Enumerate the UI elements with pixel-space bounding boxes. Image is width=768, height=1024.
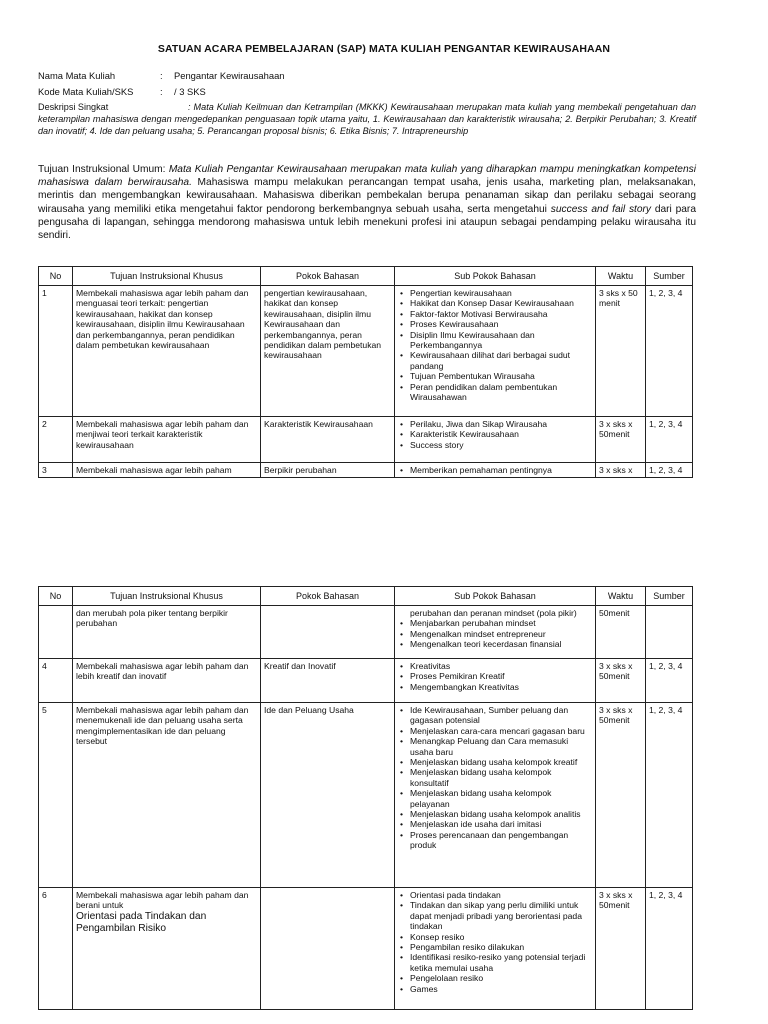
row-tik-text: Membekali mahasiswa agar lebih paham dan berani untuk — [76, 890, 249, 911]
colon: : — [160, 86, 163, 97]
course-code-label: Kode Mata Kuliah/SKS — [38, 86, 134, 97]
list-item: • Menjelaskan ide usaha dari imitasi — [398, 819, 592, 829]
row-sumber — [646, 606, 693, 659]
list-item: • Perilaku, Jiwa dan Sikap Wirausaha — [398, 419, 592, 429]
course-code-value: / 3 SKS — [174, 86, 206, 97]
row-waktu: 3 x sks x 50menit — [596, 888, 646, 1010]
row-no — [39, 606, 73, 659]
row-tik: dan merubah pola piker tentang berpikir perubahan — [73, 606, 261, 659]
colon: : — [160, 70, 163, 81]
list-item: • Identifikasi resiko-resiko yang potensial terjadi ketika memulai usaha — [398, 952, 592, 973]
table-row — [39, 659, 693, 703]
table-row — [39, 606, 693, 659]
description-text: : Mata Kuliah Keilmuan dan Ketrampilan (MKKK) Kewirausahaan merupakan mata kuliah yang membekali pengetahuan dan keterampilan mahasiswa dengan mengedepankan penguasaan topik utama yaitu, 1. Kewirausahaan dan karakteristik wirausaha; 2. Berpikir Perubahan; 3. Kreatif dan inovatif; 4. Ide dan peluang usaha; 5. Perancangan proposal bisnis; 6. Etika Bisnis; 7. Intrapreneurship — [38, 102, 696, 136]
header-tik: Tujuan Instruksional Khusus — [73, 587, 261, 606]
general-objective-text: Mahasiswa mampu melakukan perancangan tempat usaha, jenis usaha, marketing plan, melaksanakan, merintis dan mengembangkan kewirausahaan. Mahasiswa diberikan pembekalan berupa penanaman sikap dan perilaku sebagai seorang wirausaha yang memiliki etika mengetahui faktor pendorong berkembangnya sebuah usaha, serta mengetahui — [38, 177, 697, 215]
row-sub — [395, 659, 596, 703]
list-item: • Mengenalkan mindset entrepreneur — [398, 629, 592, 639]
header-no: No — [39, 587, 73, 606]
row-waktu: 3 sks x 50 menit — [596, 286, 646, 417]
sap-table-page-1 — [38, 266, 693, 478]
row-no: 1 — [39, 286, 73, 417]
list-item: • Konsep resiko — [398, 932, 592, 942]
row-waktu: 3 x sks x — [596, 463, 646, 478]
row-sumber: 1, 2, 3, 4 — [646, 286, 693, 417]
header-sub-pokok: Sub Pokok Bahasan — [395, 587, 596, 606]
course-name-label: Nama Mata Kuliah — [38, 70, 116, 81]
row-waktu: 3 x sks x 50menit — [596, 703, 646, 888]
success-fail-story: success and fail story — [550, 203, 652, 215]
row-pokok — [261, 606, 395, 659]
row-sumber: 1, 2, 3, 4 — [646, 463, 693, 478]
table-row — [39, 463, 693, 478]
row-tik — [73, 888, 261, 1010]
list-item: • Proses perencanaan dan pengembangan produk — [398, 830, 592, 851]
list-item: • Menjelaskan bidang usaha kelompok kreatif — [398, 757, 592, 767]
row-no: 4 — [39, 659, 73, 703]
short-description — [38, 101, 696, 137]
list-item: • Hakikat dan Konsep Dasar Kewirausahaan — [398, 298, 592, 308]
list-item: • Menangkap Peluang dan Cara memasuki usaha baru — [398, 736, 592, 757]
course-name-value: Pengantar Kewirausahaan — [174, 70, 285, 81]
row-sumber: 1, 2, 3, 4 — [646, 659, 693, 703]
row-tik: Membekali mahasiswa agar lebih paham dan menemukenali ide dan peluang usaha serta mengimplementasikan ide dan peluang tersebut — [73, 703, 261, 888]
list-item: • Mengenalkan teori kecerdasan finansial — [398, 639, 592, 649]
row-pokok: Berpikir perubahan — [261, 463, 395, 478]
row-sumber: 1, 2, 3, 4 — [646, 703, 693, 888]
row-tik: Membekali mahasiswa agar lebih paham dan lebih kreatif dan inovatif — [73, 659, 261, 703]
list-item: • Tindakan dan sikap yang perlu dimiliki untuk dapat menjadi pribadi yang berorientasi pada tindakan — [398, 900, 592, 931]
list-item: • Orientasi pada tindakan — [398, 890, 592, 900]
list-item: • Success story — [398, 440, 592, 450]
header-pokok: Pokok Bahasan — [261, 267, 395, 286]
row-no: 5 — [39, 703, 73, 888]
row-sub — [395, 606, 596, 659]
general-objective — [38, 163, 696, 242]
row-sumber: 1, 2, 3, 4 — [646, 888, 693, 1010]
header-sub-pokok: Sub Pokok Bahasan — [395, 267, 596, 286]
general-objective-label: Tujuan Instruksional Umum: — [38, 164, 169, 175]
list-item: • Kewirausahaan dilihat dari berbagai sudut pandang — [398, 350, 592, 371]
row-waktu: 3 x sks x 50menit — [596, 659, 646, 703]
list-item: • Menjelaskan bidang usaha kelompok konsultatif — [398, 767, 592, 788]
table-row — [39, 417, 693, 463]
row-sub — [395, 888, 596, 1010]
list-item: • Pengambilan resiko dilakukan — [398, 942, 592, 952]
table-row — [39, 286, 693, 417]
header-waktu: Waktu — [596, 587, 646, 606]
table-header-row — [39, 587, 693, 606]
row-tik: Membekali mahasiswa agar lebih paham — [73, 463, 261, 478]
header-sumber: Sumber — [646, 587, 693, 606]
row-sub — [395, 417, 596, 463]
list-item: • Disiplin Ilmu Kewirausahaan dan Perkembangannya — [398, 330, 592, 351]
list-item: • Pengelolaan resiko — [398, 973, 592, 983]
list-item: perubahan dan peranan mindset (pola pikir) — [410, 608, 577, 618]
row-tik: Membekali mahasiswa agar lebih paham dan menjiwai teori terkait karakteristik kewirausahaan — [73, 417, 261, 463]
table-row — [39, 703, 693, 888]
row-pokok: Ide dan Peluang Usaha — [261, 703, 395, 888]
list-item: • Games — [398, 984, 592, 994]
header-pokok: Pokok Bahasan — [261, 587, 395, 606]
list-item: • Menjelaskan cara-cara mencari gagasan baru — [398, 726, 592, 736]
row-pokok: pengertian kewirausahaan, hakikat dan konsep kewirausahaan, disiplin ilmu Kewirausahaan dan perkembangannya, peran pendidikan dalam pembetukan kewirausahaan — [261, 286, 395, 417]
row-pokok — [261, 888, 395, 1010]
header-no: No — [39, 267, 73, 286]
general-objective-italic: Mata Kuliah Pengantar Kewirausahaan merupakan mata kuliah yang diharapkan mampu meningkatkan kompetensi mahasiswa dalam berwirausaha. — [38, 164, 696, 189]
list-item: • Proses Kewirausahaan — [398, 319, 592, 329]
list-item: • Menjabarkan perubahan mindset — [398, 618, 592, 628]
header-sumber: Sumber — [646, 267, 693, 286]
description-label: Deskripsi Singkat — [38, 102, 109, 112]
course-name-row — [38, 70, 285, 81]
document-title: SATUAN ACARA PEMBELAJARAN (SAP) MATA KULIAH PENGANTAR KEWIRAUSAHAAN — [157, 43, 611, 55]
list-item: • Karakteristik Kewirausahaan — [398, 429, 592, 439]
row-sub — [395, 703, 596, 888]
header-waktu: Waktu — [596, 267, 646, 286]
list-item: • Menjelaskan bidang usaha kelompok pelayanan — [398, 788, 592, 809]
row-pokok: Karakteristik Kewirausahaan — [261, 417, 395, 463]
list-item: • Ide Kewirausahaan, Sumber peluang dan gagasan potensial — [398, 705, 592, 726]
list-item: • Mengembangkan Kreativitas — [398, 682, 592, 692]
list-item: • Memberikan pemahaman pentingnya — [398, 465, 592, 475]
row-waktu: 50menit — [596, 606, 646, 659]
row-tik: Membekali mahasiswa agar lebih paham dan menguasai teori terkait: pengertian kewirausahaan, hakikat dan konsep kewirausahaan, disiplin ilmu Kewirausahaan dan perkembangannya, peran pendidikan dalam pembetukan kewirausahaan — [73, 286, 261, 417]
row-no: 6 — [39, 888, 73, 1010]
sap-table-page-2 — [38, 586, 693, 1010]
course-code-row — [38, 86, 206, 97]
row-sumber: 1, 2, 3, 4 — [646, 417, 693, 463]
table-header-row — [39, 267, 693, 286]
row-pokok: Kreatif dan Inovatif — [261, 659, 395, 703]
list-item: • Menjelaskan bidang usaha kelompok analitis — [398, 809, 592, 819]
list-item: • Kreativitas — [398, 661, 592, 671]
row-tik-text-large: Orientasi pada Tindakan dan Pengambilan Risiko — [76, 910, 207, 934]
row-no: 2 — [39, 417, 73, 463]
row-sub — [395, 463, 596, 478]
row-no: 3 — [39, 463, 73, 478]
list-item: • Tujuan Pembentukan Wirausaha — [398, 371, 592, 381]
list-item: • Faktor-faktor Motivasi Berwirausaha — [398, 309, 592, 319]
list-item: • Proses Pemikiran Kreatif — [398, 671, 592, 681]
general-objective-text-end: dari para pengusaha di lapangan, sehingga mendorong mahasiswa untuk lebih menekuni profesi ini ataupun sebagai pendamping pelaku wirausaha itu sendiri. — [38, 203, 696, 242]
row-sub — [395, 286, 596, 417]
list-item: • Pengertian kewirausahaan — [398, 288, 592, 298]
header-tik: Tujuan Instruksional Khusus — [73, 267, 261, 286]
list-item: • Peran pendidikan dalam pembentukan Wirausahawan — [398, 382, 592, 403]
row-waktu: 3 x sks x 50menit — [596, 417, 646, 463]
table-row — [39, 888, 693, 1010]
